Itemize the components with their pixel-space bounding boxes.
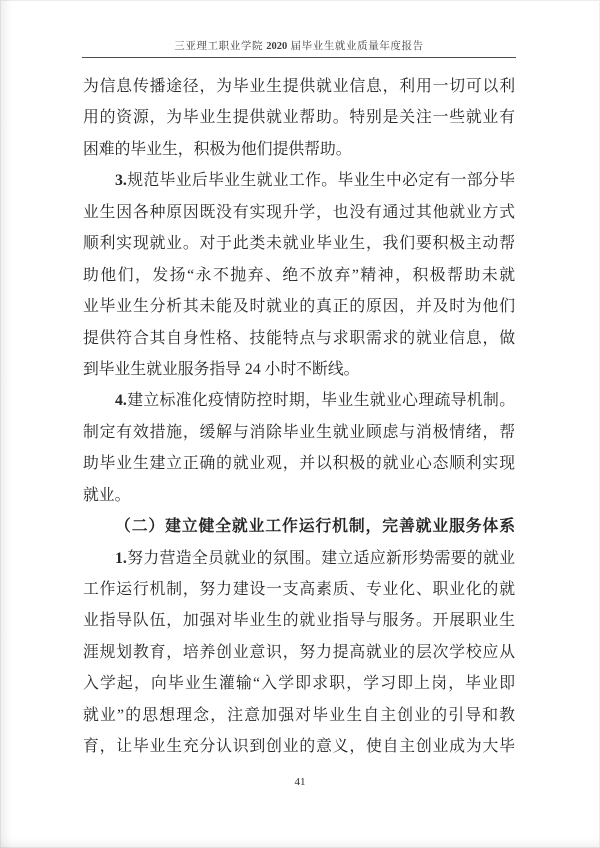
text-line: 顺利实现就业。对于此类未就业毕业生，我们要积极主动帮 xyxy=(83,235,515,253)
text-line: 工作运行机制，努力建设一支高素质、专业化、职业化的就 xyxy=(83,581,515,598)
text-line: 用的资源，为毕业生提供就业帮助。特别是关注一些就业有 xyxy=(83,109,515,127)
text-line: 到毕业生就业服务指导 24 小时不断线。 xyxy=(83,360,360,378)
page-number: 41 xyxy=(294,776,306,788)
header-title-prefix: 三亚理工职业学院 xyxy=(174,41,267,52)
text-line-content: 建立标准化疫情防控时期，毕业生就业心理疏导机制。 xyxy=(126,392,515,410)
text-line: 涯规划教育，培养创业意识，努力提高就业的层次学校应从 xyxy=(83,643,515,661)
text-line xyxy=(83,385,515,416)
text-line: 提供符合其自身性格、技能特点与求职需求的就业信息，做 xyxy=(83,329,515,347)
list-number: 1. xyxy=(115,549,127,567)
text-line xyxy=(83,543,515,574)
header-rule xyxy=(82,57,516,58)
text-line: 制定有效措施，缓解与消除毕业生就业顾虑与消极情绪，帮 xyxy=(83,423,515,441)
text-line: 困难的毕业生，积极为他们提供帮助。 xyxy=(83,140,352,158)
text-line: 业毕业生分析其未能及时就业的真正的原因，并及时为他们 xyxy=(83,298,515,316)
text-line: 业指导队伍，加强对毕业生的就业指导与服务。开展职业生 xyxy=(83,612,515,630)
text-line: 助毕业生建立正确的就业观，并以积极的就业心态顺利实现 xyxy=(83,455,515,473)
text-line: 助他们，发扬“永不抛弃、绝不放弃”精神，积极帮助未就 xyxy=(83,266,515,284)
text-line-content: 规范毕业后毕业生就业工作。毕业生中必定有一部分毕 xyxy=(126,172,515,190)
text-line xyxy=(83,165,515,196)
header-title-year: 2020 xyxy=(266,41,288,52)
list-number: 3. xyxy=(115,172,127,190)
text-line-content: 努力营造全员就业的氛围。建立适应新形势需要的就业 xyxy=(126,549,515,567)
document-body xyxy=(83,71,515,763)
running-header xyxy=(83,38,515,53)
text-line: 就业。 xyxy=(83,486,131,504)
text-line: 业生因各种原因既没有实现升学，也没有通过其他就业方式 xyxy=(83,203,515,221)
list-number: 4. xyxy=(115,392,127,410)
text-line: 就业”的思想理念，注意加强对毕业生自主创业的引导和教 xyxy=(83,706,515,724)
text-line: 育，让毕业生充分认识到创业的意义，使自主创业成为大毕 xyxy=(83,738,515,756)
text-line: 为信息传播途径，为毕业生提供就业信息，利用一切可以利 xyxy=(83,78,515,95)
text-line: 入学起，向毕业生灌输“入学即求职，学习即上岗，毕业即 xyxy=(83,675,515,693)
section-heading: （二）建立健全就业工作运行机制，完善就业服务体系 xyxy=(115,518,515,536)
header-title-suffix: 届毕业生就业质量年度报告 xyxy=(287,41,424,52)
